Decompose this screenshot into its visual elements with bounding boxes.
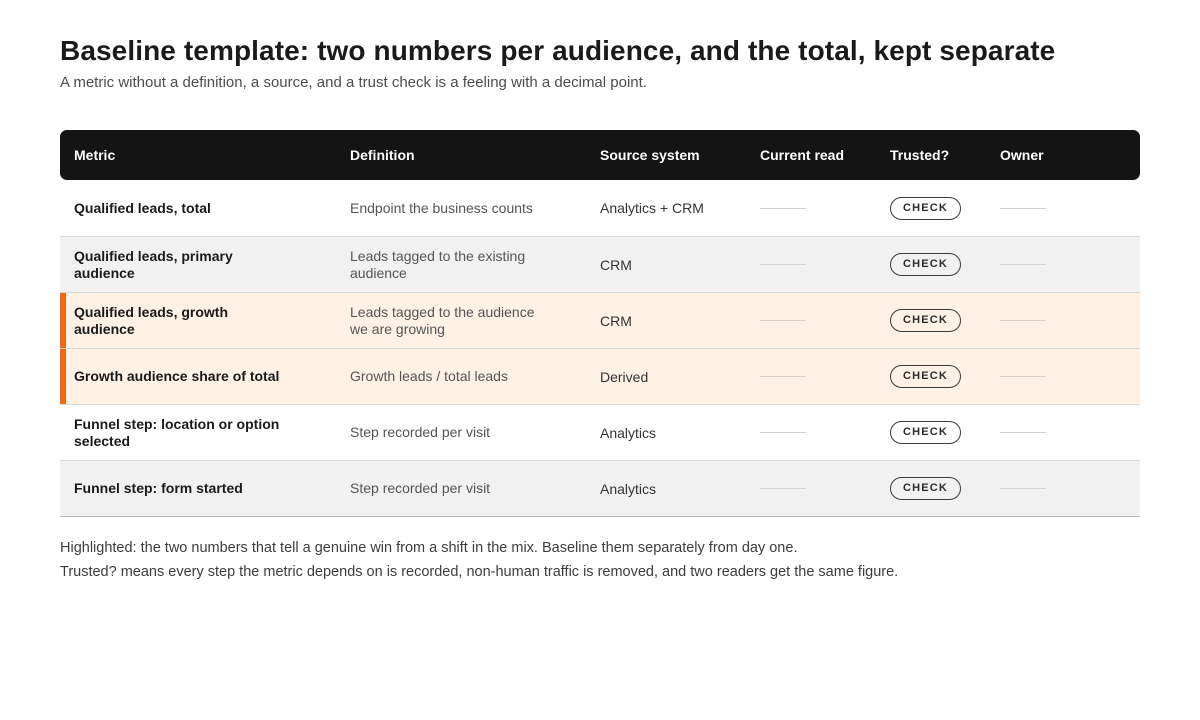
source-system: Analytics <box>600 424 657 441</box>
column-header-definition: Definition <box>350 147 415 163</box>
column-header-source-system: Source system <box>600 147 700 163</box>
table-row <box>60 237 1140 293</box>
trusted-check-button[interactable]: CHECK <box>890 253 961 276</box>
footnote-trusted: Trusted? means every step the metric depends on is recorded, non-human traffic is removed, and two readers get the same figure. <box>60 564 899 580</box>
metric-name: Funnel step: location or option selected <box>74 415 280 449</box>
trusted-check-button[interactable]: CHECK <box>890 365 961 388</box>
baseline-table <box>60 130 1140 517</box>
trusted-check-button[interactable]: CHECK <box>890 421 961 444</box>
footnotes <box>60 536 1140 584</box>
table-row <box>60 405 1140 461</box>
table-row <box>60 461 1140 517</box>
column-header-trusted: Trusted? <box>890 147 950 163</box>
highlight-accent-bar <box>60 349 66 404</box>
trusted-check-button[interactable]: CHECK <box>890 477 961 500</box>
metric-name: Qualified leads, primary audience <box>74 247 233 281</box>
metric-name: Funnel step: form started <box>74 480 243 496</box>
current-read-blank[interactable] <box>760 208 806 209</box>
column-header-metric: Metric <box>74 147 116 163</box>
owner-blank[interactable] <box>1000 208 1046 209</box>
trusted-check-button[interactable]: CHECK <box>890 197 961 220</box>
owner-blank[interactable] <box>1000 488 1046 489</box>
metric-definition: Step recorded per visit <box>350 480 491 496</box>
source-system: CRM <box>600 312 632 329</box>
metric-definition: Leads tagged to the audience we are growing <box>350 303 535 337</box>
current-read-blank[interactable] <box>760 376 806 377</box>
page-subtitle: A metric without a definition, a source, and a trust check is a feeling with a decimal point. <box>60 74 647 91</box>
source-system: Analytics <box>600 480 657 497</box>
metric-name: Qualified leads, growth audience <box>74 303 229 337</box>
page-title: Baseline template: two numbers per audience, and the total, kept separate <box>60 35 1056 66</box>
table-row-highlighted <box>60 293 1140 349</box>
table-header <box>60 130 1140 180</box>
source-system: CRM <box>600 256 632 273</box>
trusted-check-button[interactable]: CHECK <box>890 309 961 332</box>
column-header-current-read: Current read <box>760 147 845 163</box>
source-system: Analytics + CRM <box>600 200 704 216</box>
table-row-highlighted <box>60 349 1140 405</box>
owner-blank[interactable] <box>1000 376 1046 377</box>
table-row <box>60 180 1140 237</box>
highlight-accent-bar <box>60 293 66 348</box>
metric-name: Qualified leads, total <box>74 199 211 216</box>
current-read-blank[interactable] <box>760 432 806 433</box>
current-read-blank[interactable] <box>760 264 806 265</box>
current-read-blank[interactable] <box>760 320 806 321</box>
metric-definition: Step recorded per visit <box>350 424 491 440</box>
metric-definition: Leads tagged to the existing audience <box>350 247 526 281</box>
owner-blank[interactable] <box>1000 432 1046 433</box>
metric-definition: Growth leads / total leads <box>350 368 508 384</box>
column-header-owner: Owner <box>1000 147 1044 163</box>
metric-name: Growth audience share of total <box>74 368 280 384</box>
footnote-highlighted: Highlighted: the two numbers that tell a genuine win from a shift in the mix. Baseline them separately from day one. <box>60 540 798 556</box>
owner-blank[interactable] <box>1000 264 1046 265</box>
owner-blank[interactable] <box>1000 320 1046 321</box>
page <box>60 0 1140 580</box>
metric-definition: Endpoint the business counts <box>350 199 533 216</box>
current-read-blank[interactable] <box>760 488 806 489</box>
source-system: Derived <box>600 368 649 385</box>
